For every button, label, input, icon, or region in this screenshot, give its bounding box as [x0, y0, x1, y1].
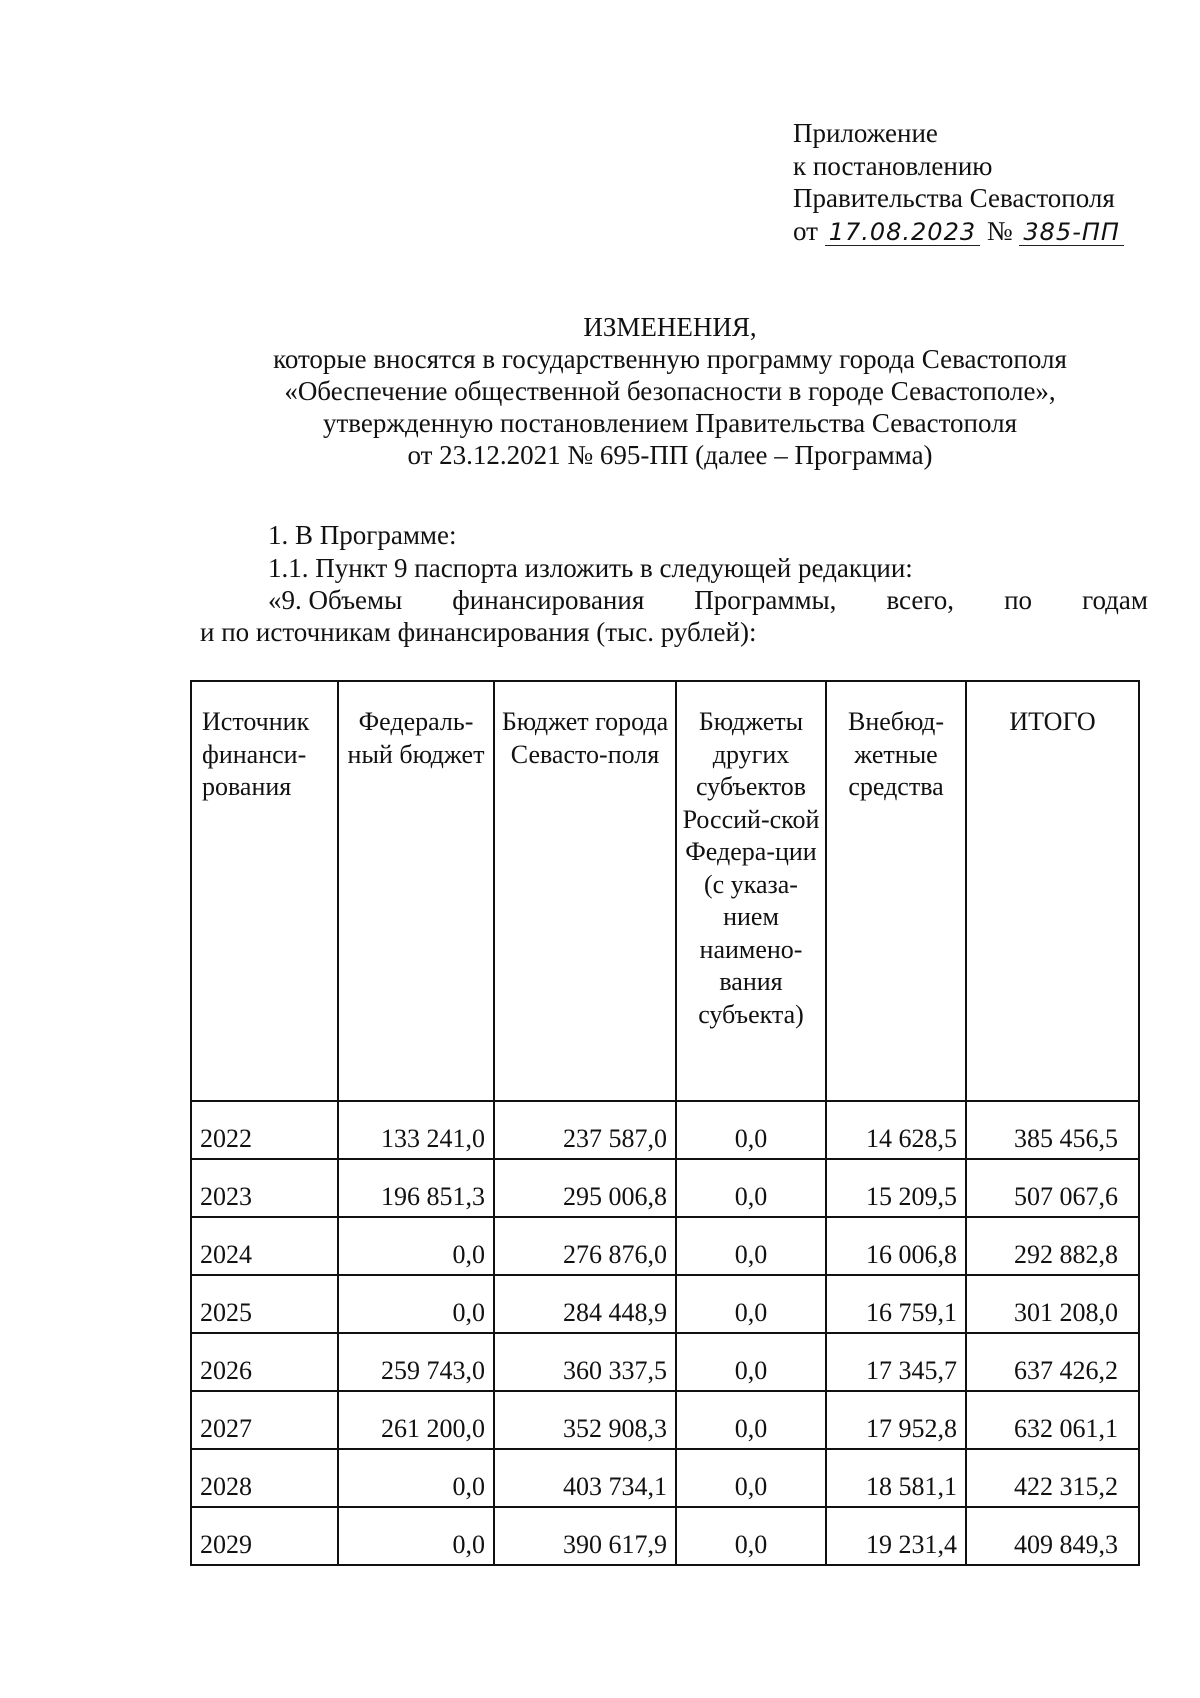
cell-other-subjects: 0,0	[676, 1275, 826, 1333]
cell-city: 390 617,9	[494, 1507, 676, 1565]
cell-other-subjects: 0,0	[676, 1101, 826, 1159]
cell-federal: 0,0	[338, 1507, 494, 1565]
cell-total: 507 067,6	[966, 1159, 1139, 1217]
cell-other-subjects: 0,0	[676, 1507, 826, 1565]
document-title	[170, 311, 1170, 471]
paragraph-1: 1. В Программе:	[268, 520, 457, 550]
cell-city: 360 337,5	[494, 1333, 676, 1391]
number-prefix: №	[986, 215, 1013, 246]
date-prefix: от	[793, 215, 818, 246]
table-header-row	[191, 681, 1139, 1101]
cell-total: 632 061,1	[966, 1391, 1139, 1449]
cell-city: 276 876,0	[494, 1217, 676, 1275]
paragraph-9-first-line	[268, 584, 1148, 616]
title-line-4: от 23.12.2021 № 695-ПП (далее – Программа)	[407, 440, 933, 470]
cell-year: 2024	[191, 1217, 338, 1275]
cell-city: 352 908,3	[494, 1391, 676, 1449]
table-row	[191, 1101, 1139, 1159]
financing-table	[190, 680, 1140, 1566]
cell-extrabudgetary: 16 759,1	[826, 1275, 966, 1333]
header-federal-budget: Федераль-ный бюджет	[338, 681, 494, 1101]
cell-federal: 259 743,0	[338, 1333, 494, 1391]
p3-word: годам	[1082, 585, 1148, 615]
cell-other-subjects: 0,0	[676, 1159, 826, 1217]
paragraph-1-1: 1.1. Пункт 9 паспорта изложить в следующей редакции:	[268, 553, 913, 583]
cell-total: 637 426,2	[966, 1333, 1139, 1391]
header-city-budget: Бюджет города Севасто-поля	[494, 681, 676, 1101]
cell-total: 301 208,0	[966, 1275, 1139, 1333]
table-row	[191, 1507, 1139, 1565]
handwritten-date: 17.08.2023	[825, 219, 980, 246]
cell-extrabudgetary: 17 345,7	[826, 1333, 966, 1391]
appendix-line-3: Правительства Севастополя	[793, 183, 1115, 213]
cell-city: 237 587,0	[494, 1101, 676, 1159]
cell-extrabudgetary: 16 006,8	[826, 1217, 966, 1275]
cell-other-subjects: 0,0	[676, 1333, 826, 1391]
cell-total: 422 315,2	[966, 1449, 1139, 1507]
cell-year: 2029	[191, 1507, 338, 1565]
table-row	[191, 1391, 1139, 1449]
title-line-2: «Обеспечение общественной безопасности в городе Севастополе»,	[284, 376, 1056, 406]
table-row	[191, 1217, 1139, 1275]
table-row	[191, 1333, 1139, 1391]
appendix-date-line	[793, 215, 1124, 248]
cell-federal: 133 241,0	[338, 1101, 494, 1159]
table-row	[191, 1275, 1139, 1333]
title-line-3: утвержденную постановлением Правительства Севастополя	[322, 408, 1018, 438]
p3-word: Программы,	[694, 585, 837, 615]
appendix-line-1: Приложение	[793, 118, 938, 148]
cell-city: 403 734,1	[494, 1449, 676, 1507]
table-row	[191, 1449, 1139, 1507]
handwritten-number: 385-ПП	[1019, 219, 1124, 246]
cell-year: 2022	[191, 1101, 338, 1159]
cell-federal: 261 200,0	[338, 1391, 494, 1449]
header-total: ИТОГО	[966, 681, 1139, 1101]
header-extrabudgetary: Внебюд-жетные средства	[826, 681, 966, 1101]
cell-year: 2028	[191, 1449, 338, 1507]
cell-extrabudgetary: 17 952,8	[826, 1391, 966, 1449]
cell-year: 2025	[191, 1275, 338, 1333]
header-other-subjects-budget: Бюджеты других субъектов Россий-ской Федера-ции (с указа-нием наимено-вания субъекта)	[676, 681, 826, 1101]
cell-federal: 0,0	[338, 1449, 494, 1507]
cell-other-subjects: 0,0	[676, 1217, 826, 1275]
cell-extrabudgetary: 19 231,4	[826, 1507, 966, 1565]
header-source: Источник финанси-рования	[191, 681, 338, 1101]
cell-extrabudgetary: 14 628,5	[826, 1101, 966, 1159]
cell-federal: 196 851,3	[338, 1159, 494, 1217]
cell-federal: 0,0	[338, 1217, 494, 1275]
cell-federal: 0,0	[338, 1275, 494, 1333]
title-heading: ИЗМЕНЕНИЯ,	[583, 312, 757, 342]
paragraph-9-second-line: и по источникам финансирования (тыс. рублей):	[200, 617, 757, 647]
cell-year: 2027	[191, 1391, 338, 1449]
cell-total: 409 849,3	[966, 1507, 1139, 1565]
p3-word: «9. Объемы	[268, 585, 403, 615]
table-row	[191, 1159, 1139, 1217]
cell-extrabudgetary: 15 209,5	[826, 1159, 966, 1217]
appendix-line-2: к постановлению	[793, 150, 993, 181]
cell-extrabudgetary: 18 581,1	[826, 1449, 966, 1507]
p3-word: финансирования	[452, 585, 645, 615]
p3-word: всего,	[886, 585, 955, 615]
cell-other-subjects: 0,0	[676, 1449, 826, 1507]
p3-word: по	[1004, 585, 1033, 615]
cell-city: 284 448,9	[494, 1275, 676, 1333]
title-line-1: которые вносятся в государственную программу города Севастополя	[273, 344, 1067, 374]
appendix-block	[793, 117, 1124, 247]
cell-year: 2026	[191, 1333, 338, 1391]
cell-other-subjects: 0,0	[676, 1391, 826, 1449]
cell-year: 2023	[191, 1159, 338, 1217]
cell-city: 295 006,8	[494, 1159, 676, 1217]
cell-total: 385 456,5	[966, 1101, 1139, 1159]
cell-total: 292 882,8	[966, 1217, 1139, 1275]
